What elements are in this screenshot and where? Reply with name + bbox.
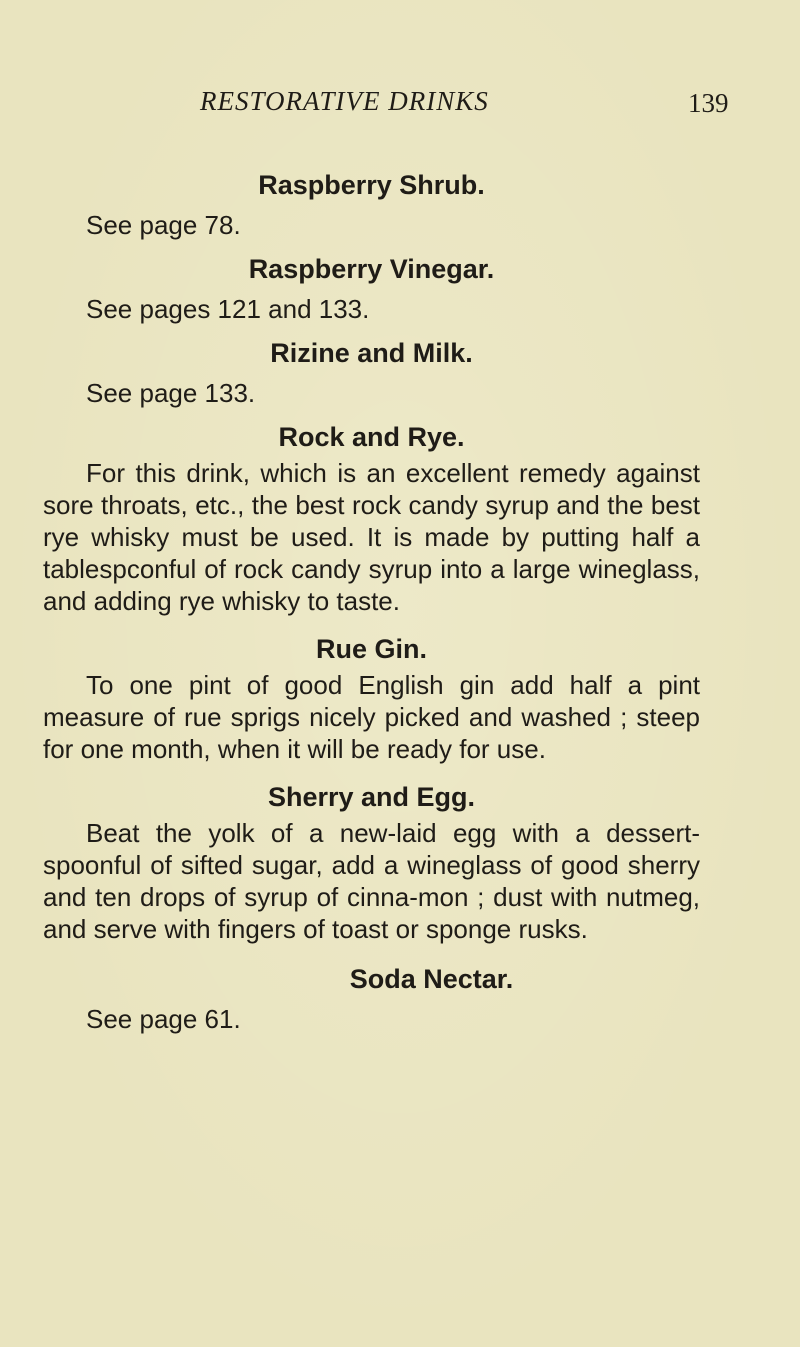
entry-reference: See page 133. — [86, 378, 256, 408]
entry-title: Rizine and Milk. — [270, 338, 473, 368]
entry-reference: See page 61. — [86, 1004, 241, 1034]
page-content — [43, 165, 700, 1043]
entry-raspberry-shrub — [43, 165, 700, 245]
entry-title: Raspberry Shrub. — [258, 170, 485, 200]
entry-title: Raspberry Vinegar. — [248, 254, 495, 284]
entry-soda-nectar — [43, 959, 700, 1039]
entry-sherry-and-egg — [43, 777, 700, 945]
entry-title: Sherry and Egg. — [267, 782, 476, 812]
entry-title: Rue Gin. — [315, 634, 427, 664]
entry-reference: See pages 121 and 133. — [86, 294, 370, 324]
entry-body: Beat the yolk of a new-laid egg with a dessert-spoonful of sifted sugar, add a wineglass of good sherry and ten drops of syrup of cinna-mon ; dust with nutmeg, and serve with fingers of toast or sponge rusks. — [43, 818, 700, 944]
entry-raspberry-vinegar — [43, 249, 700, 329]
entry-title: Soda Nectar. — [349, 964, 514, 994]
entry-rock-and-rye — [43, 417, 700, 617]
entry-reference: See page 78. — [86, 210, 241, 240]
entry-title: Rock and Rye. — [278, 422, 465, 452]
entry-rizine-and-milk — [43, 333, 700, 413]
entry-body: To one pint of good English gin add half a pint measure of rue sprigs nicely picked and washed ; steep for one month, when it will be ready for use. — [43, 670, 700, 764]
running-head: RESTORATIVE DRINKS — [200, 86, 489, 116]
entry-rue-gin — [43, 629, 700, 765]
entry-body: For this drink, which is an excellent remedy against sore throats, etc., the best rock candy syrup and the best rye whisky must be used. It is made by putting half a tablespconful of rock candy syrup into a large wineglass, and adding rye whisky to taste. — [43, 458, 700, 616]
page-number: 139 — [688, 88, 729, 118]
